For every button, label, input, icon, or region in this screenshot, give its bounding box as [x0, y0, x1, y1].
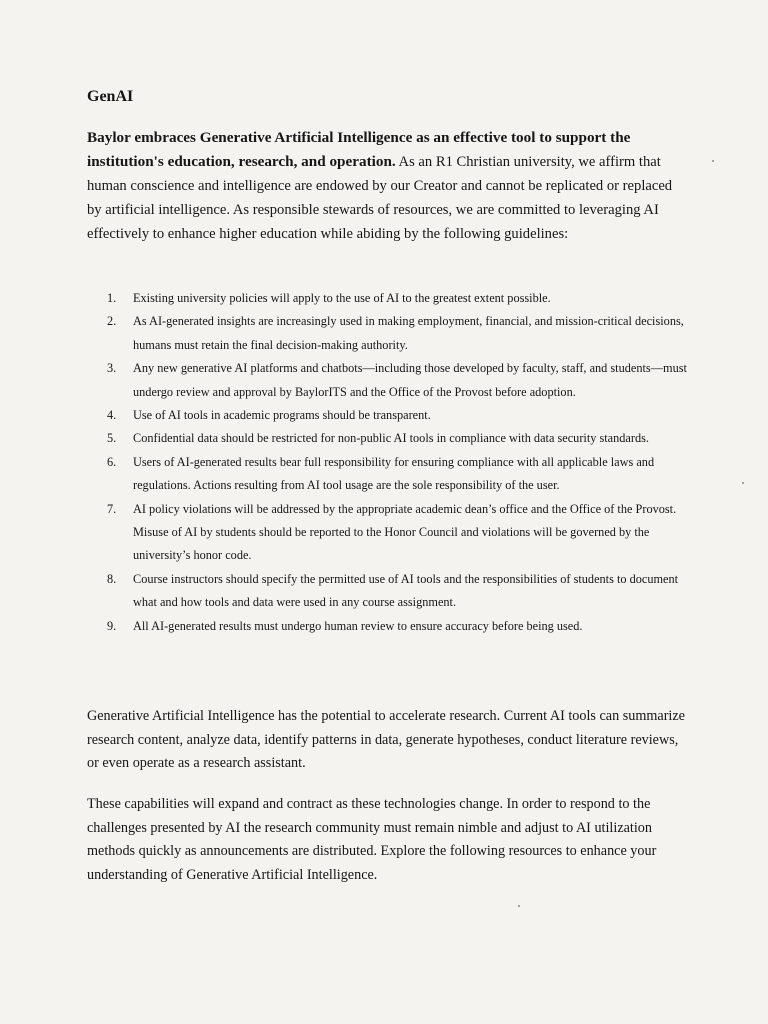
guideline-number: 8.: [107, 571, 117, 586]
guideline-text: Confidential data should be restricted for non-public AI tools in compliance with data security standards.: [133, 431, 649, 446]
scan-speck: [742, 482, 744, 484]
guideline-number: 3.: [107, 361, 117, 376]
guideline-item: [87, 404, 687, 427]
page-heading: GenAI: [87, 88, 134, 105]
guideline-text: As AI-generated insights are increasingly used in making employment, financial, and mission-critical decisions, humans must retain the final decision-making authority.: [133, 314, 684, 352]
intro-body: As an R1 Christian university, we affirm that human conscience and intelligence are endowed by our Creator and cannot be replicated or replaced by artificial intelligence. As responsible stewards of resources, we are committed to leveraging AI effectively to enhance higher education while abiding by the following guidelines:: [87, 154, 673, 242]
guideline-item: [87, 357, 687, 404]
guideline-text: Course instructors should specify the permitted use of AI tools and the responsibilities of students to document what and how tools and data were used in any course assignment.: [133, 571, 679, 610]
guideline-text: Existing university policies will apply to the use of AI to the greatest extent possible.: [133, 291, 551, 305]
guideline-number: 7.: [107, 501, 117, 516]
guideline-text: AI policy violations will be addressed by the appropriate academic dean’s office and the Office of the Provost. Misuse of AI by students should be reported to the Honor Council and violations will be governed by the university’s honor code.: [133, 501, 677, 563]
guideline-text: Use of AI tools in academic programs should be transparent.: [133, 408, 431, 423]
guideline-item: [87, 427, 687, 450]
scan-speck: [712, 160, 714, 162]
guideline-text: Users of AI-generated results bear full responsibility for ensuring compliance with all applicable laws and regulations. Actions resulting from AI tool usage are the sole responsibility of the user.: [133, 454, 655, 493]
guideline-item: [87, 287, 687, 310]
guideline-text: All AI-generated results must undergo human review to ensure accuracy before being used.: [133, 618, 583, 633]
guideline-number: 6.: [107, 454, 117, 469]
guideline-item: [87, 498, 687, 568]
guideline-item: [87, 615, 687, 638]
guideline-text: Any new generative AI platforms and chatbots—including those developed by faculty, staff, and students—must undergo review and approval by BaylorITS and the Office of the Provost before adoption.: [133, 361, 687, 399]
intro-paragraph: [87, 126, 687, 246]
guideline-number: 5.: [107, 431, 117, 446]
research-paragraph: Generative Artificial Intelligence has the potential to accelerate research. Current AI tools can summarize research content, analyze data, identify patterns in data, generate hypotheses, conduct literature reviews, or even operate as a research assistant.: [87, 708, 685, 771]
guideline-number: 2.: [107, 314, 117, 329]
guideline-item: [87, 451, 687, 498]
resources-paragraph: These capabilities will expand and contract as these technologies change. In order to respond to the challenges presented by AI the research community must remain nimble and adjust to AI utilization methods quickly as announcements are distributed. Explore the following resources to enhance your understanding of Generative Artificial Intelligence.: [87, 796, 657, 883]
scan-speck: [518, 905, 520, 907]
guidelines-list: [87, 287, 687, 638]
guideline-item: [87, 310, 687, 357]
guideline-number: 9.: [107, 618, 117, 633]
guideline-number: 4.: [107, 408, 117, 423]
guideline-item: [87, 568, 687, 615]
intro-lead: Baylor embraces Generative Artificial Intelligence as an effective tool to support the institution's education, research, and operation.: [87, 129, 631, 170]
guideline-number: 1.: [107, 291, 117, 305]
